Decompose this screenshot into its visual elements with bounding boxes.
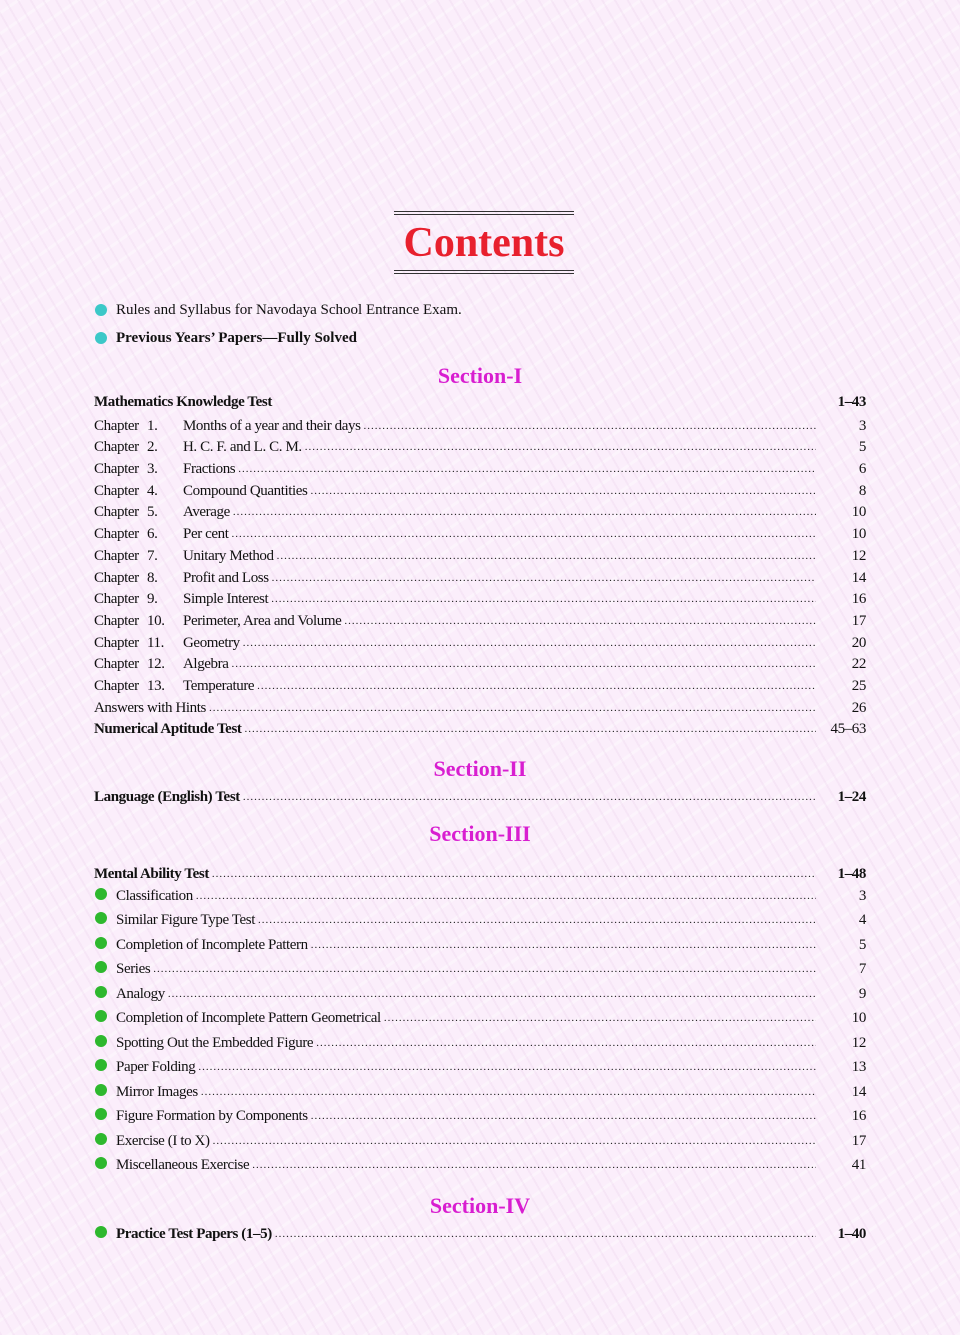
dot-leader — [213, 1131, 816, 1145]
mental-ability-item[interactable] — [94, 1131, 866, 1156]
mental-ability-item[interactable] — [94, 1155, 866, 1180]
item-title: Completion of Incomplete Pattern — [116, 936, 308, 953]
green-bullet-icon — [95, 986, 107, 998]
section-heading-4: Section-IV — [429, 1193, 531, 1218]
part-title: Mental Ability Test — [94, 866, 209, 882]
chapter-page: 10 — [851, 504, 866, 521]
part-pages: 1–48 — [837, 866, 866, 882]
mental-ability-item[interactable] — [94, 1057, 866, 1082]
dot-leader — [316, 1033, 816, 1047]
item-page: 13 — [851, 1059, 866, 1076]
chapter-page: 6 — [858, 461, 866, 478]
chapter-label: Chapter — [94, 439, 139, 456]
item-page: 3 — [858, 887, 866, 904]
chapter-page: 17 — [851, 612, 866, 629]
item-page: 12 — [851, 1034, 866, 1051]
section2-list — [94, 787, 866, 809]
section4-list — [94, 1224, 866, 1246]
dot-leader — [232, 654, 816, 668]
chapter-title: H. C. F. and L. C. M. — [183, 439, 302, 456]
chapter-row[interactable] — [94, 633, 866, 655]
item-page: 41 — [851, 1157, 866, 1174]
chapter-number: 13. — [147, 677, 165, 694]
part-title: Practice Test Papers (1–5) — [116, 1226, 272, 1242]
part-row-practice[interactable] — [94, 1224, 866, 1246]
dot-leader — [232, 524, 816, 538]
chapter-label: Chapter — [94, 656, 139, 673]
chapter-title: Algebra — [183, 656, 229, 673]
dot-leader — [310, 481, 816, 495]
dot-leader — [168, 984, 816, 998]
item-page: 16 — [851, 1108, 866, 1125]
dot-leader — [344, 611, 816, 625]
part-row-language[interactable] — [94, 787, 866, 809]
chapter-number: 2. — [147, 439, 158, 456]
section-heading-2: Section-II — [433, 756, 527, 781]
chapter-page: 10 — [851, 526, 866, 543]
item-page: 14 — [851, 1083, 866, 1100]
chapter-title: Geometry — [183, 634, 240, 651]
chapter-row[interactable] — [94, 481, 866, 503]
dot-leader — [277, 546, 816, 560]
chapter-row[interactable] — [94, 524, 866, 546]
chapter-number: 9. — [147, 591, 158, 608]
item-title: Series — [116, 961, 151, 978]
chapter-title: Fractions — [183, 461, 236, 478]
item-page: 4 — [858, 912, 866, 929]
chapter-page: 14 — [851, 569, 866, 586]
chapter-label: Chapter — [94, 569, 139, 586]
part-title: Language (English) Test — [94, 789, 240, 805]
dot-leader — [311, 935, 816, 949]
intro-item-label: Rules and Syllabus for Navodaya School Entrance Exam. — [116, 301, 462, 318]
section3-list — [94, 864, 866, 1180]
dot-leader — [233, 502, 816, 516]
chapter-title: Months of a year and their days — [183, 417, 361, 434]
green-bullet-icon — [95, 1084, 107, 1096]
mental-ability-item[interactable] — [94, 1106, 866, 1131]
part-title: Mathematics Knowledge Test — [94, 394, 272, 410]
item-title: Exercise (I to X) — [116, 1132, 210, 1149]
chapter-title: Temperature — [183, 677, 255, 694]
chapter-page: 8 — [858, 482, 866, 499]
cyan-bullet-icon — [95, 332, 107, 344]
dot-leader — [153, 959, 816, 973]
chapter-row[interactable] — [94, 416, 866, 438]
green-bullet-icon — [95, 1157, 107, 1169]
chapter-row[interactable] — [94, 589, 866, 611]
part-row-mathematics[interactable] — [94, 394, 866, 416]
dot-leader — [257, 676, 816, 690]
chapter-number: 5. — [147, 504, 158, 521]
section-heading-1: Section-I — [437, 363, 523, 388]
mental-ability-item[interactable] — [94, 935, 866, 960]
chapter-row[interactable] — [94, 568, 866, 590]
mental-ability-item[interactable] — [94, 886, 866, 911]
section-heading-3: Section-III — [429, 821, 531, 846]
chapter-label: Chapter — [94, 482, 139, 499]
chapter-label: Chapter — [94, 634, 139, 651]
item-page: 10 — [851, 1010, 866, 1027]
dot-leader — [272, 568, 816, 582]
contents-title-block — [394, 211, 574, 274]
dot-leader — [243, 633, 816, 647]
mental-ability-item[interactable] — [94, 1008, 866, 1033]
chapter-title: Unitary Method — [183, 547, 274, 564]
chapter-label: Chapter — [94, 504, 139, 521]
item-title: Mirror Images — [116, 1083, 198, 1100]
dot-leader — [305, 437, 816, 451]
part-pages: 1–40 — [837, 1226, 866, 1242]
chapter-row[interactable] — [94, 676, 866, 698]
chapter-label: Chapter — [94, 677, 139, 694]
intro-item-label: Previous Years’ Papers—Fully Solved — [116, 329, 357, 346]
part-pages: 1–43 — [837, 394, 866, 410]
chapter-row[interactable] — [94, 546, 866, 568]
mental-ability-item[interactable] — [94, 984, 866, 1009]
chapter-title: Compound Quantities — [183, 482, 308, 499]
item-page: 5 — [858, 936, 866, 953]
chapter-title: Profit and Loss — [183, 569, 269, 586]
chapter-label: Chapter — [94, 526, 139, 543]
chapter-label: Chapter — [94, 417, 139, 434]
chapter-number: 4. — [147, 482, 158, 499]
green-bullet-icon — [95, 1133, 107, 1145]
chapter-row[interactable] — [94, 459, 866, 481]
intro-list — [94, 296, 866, 352]
green-bullet-icon — [95, 937, 107, 949]
item-title: Completion of Incomplete Pattern Geometrical — [116, 1010, 381, 1027]
green-bullet-icon — [95, 1035, 107, 1047]
chapter-number: 10. — [147, 612, 165, 629]
item-title: Figure Formation by Components — [116, 1108, 308, 1125]
dot-leader — [311, 1106, 816, 1120]
numerical-pages: 45–63 — [830, 721, 866, 738]
part-row-mental-ability[interactable] — [94, 864, 866, 886]
chapter-page: 22 — [851, 656, 866, 673]
chapter-number: 1. — [147, 417, 158, 434]
dot-leader — [275, 1224, 816, 1238]
chapter-page: 16 — [851, 591, 866, 608]
section1-list — [94, 394, 866, 741]
chapter-title: Perimeter, Area and Volume — [183, 612, 342, 629]
green-bullet-icon — [95, 1108, 107, 1120]
chapter-number: 8. — [147, 569, 158, 586]
green-bullet-icon — [95, 1059, 107, 1071]
intro-item[interactable] — [94, 324, 866, 352]
green-bullet-icon — [95, 1226, 107, 1238]
mental-ability-item[interactable] — [94, 910, 866, 935]
chapter-label: Chapter — [94, 547, 139, 564]
green-bullet-icon — [95, 961, 107, 973]
chapter-number: 11. — [147, 634, 164, 651]
chapter-row[interactable] — [94, 654, 866, 676]
dot-leader — [209, 698, 816, 712]
chapter-number: 12. — [147, 656, 165, 673]
chapter-number: 3. — [147, 461, 158, 478]
item-page: 17 — [851, 1132, 866, 1149]
item-title: Analogy — [116, 985, 165, 1002]
dot-leader — [243, 787, 816, 801]
chapter-number: 6. — [147, 526, 158, 543]
dot-leader — [364, 416, 816, 430]
dot-leader — [252, 1155, 816, 1169]
dot-leader — [198, 1057, 816, 1071]
item-title: Classification — [116, 887, 193, 904]
chapter-title: Simple Interest — [183, 591, 269, 608]
dot-leader — [196, 886, 816, 900]
chapter-label: Chapter — [94, 461, 139, 478]
answers-page: 26 — [851, 699, 866, 716]
item-title: Miscellaneous Exercise — [116, 1157, 250, 1174]
chapter-page: 5 — [858, 439, 866, 456]
green-bullet-icon — [95, 1010, 107, 1022]
cyan-bullet-icon — [95, 304, 107, 316]
mental-ability-item[interactable] — [94, 959, 866, 984]
dot-leader — [212, 864, 816, 878]
chapter-row[interactable] — [94, 437, 866, 459]
chapter-title: Per cent — [183, 526, 229, 543]
chapter-title: Average — [183, 504, 230, 521]
chapter-page: 25 — [851, 677, 866, 694]
green-bullet-icon — [95, 912, 107, 924]
item-page: 9 — [858, 985, 866, 1002]
dot-leader — [244, 719, 816, 733]
chapter-number: 7. — [147, 547, 158, 564]
title-bottom-rule — [394, 270, 574, 274]
chapter-page: 12 — [851, 547, 866, 564]
chapter-label: Chapter — [94, 591, 139, 608]
dot-leader — [384, 1008, 816, 1022]
mental-ability-item[interactable] — [94, 1082, 866, 1107]
dot-leader — [238, 459, 816, 473]
chapter-label: Chapter — [94, 612, 139, 629]
item-title: Paper Folding — [116, 1059, 196, 1076]
numerical-title: Numerical Aptitude Test — [94, 721, 242, 738]
title-top-rule — [394, 211, 574, 215]
numerical-row[interactable] — [94, 719, 866, 741]
green-bullet-icon — [95, 888, 107, 900]
dot-leader — [201, 1082, 816, 1096]
intro-item[interactable] — [94, 296, 866, 324]
part-pages: 1–24 — [837, 789, 866, 805]
mental-ability-item[interactable] — [94, 1033, 866, 1058]
chapter-row[interactable] — [94, 611, 866, 633]
answers-row[interactable] — [94, 698, 866, 720]
chapter-page: 20 — [851, 634, 866, 651]
chapter-row[interactable] — [94, 502, 866, 524]
dot-leader — [271, 589, 816, 603]
chapter-page: 3 — [858, 417, 866, 434]
item-title: Similar Figure Type Test — [116, 912, 255, 929]
dot-leader — [258, 910, 816, 924]
item-title: Spotting Out the Embedded Figure — [116, 1034, 314, 1051]
item-page: 7 — [858, 961, 866, 978]
page-title: Contents — [403, 220, 565, 266]
answers-title: Answers with Hints — [94, 699, 206, 716]
